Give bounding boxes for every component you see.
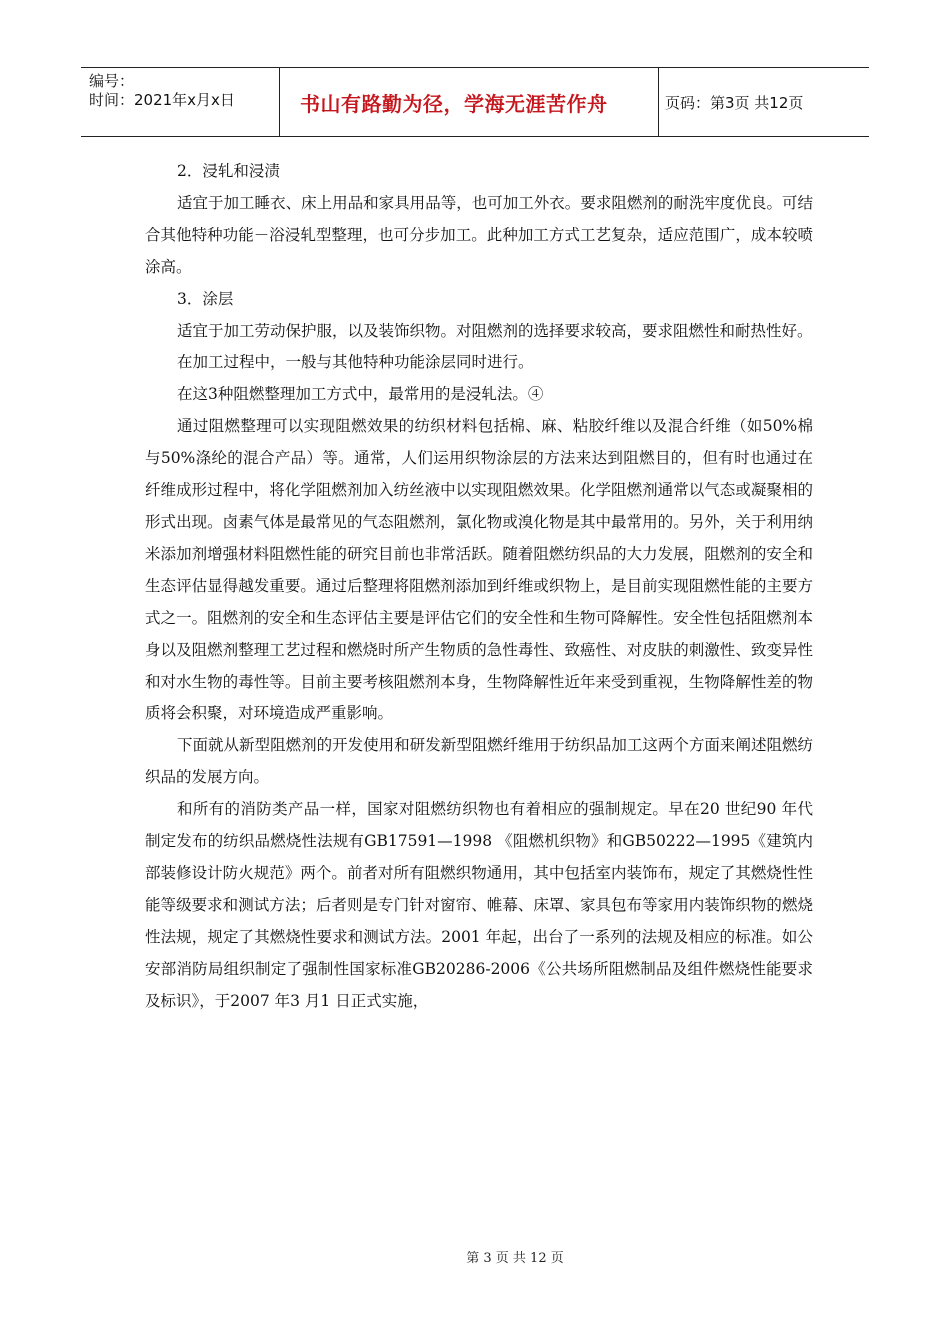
header-meta — [81, 68, 280, 136]
section-heading: 2．浸轧和浸渍 — [177, 162, 280, 180]
page-header — [81, 67, 869, 137]
header-page-info: 页码：第3页 共12页 — [665, 93, 804, 112]
header-motto: 书山有路勤为径，学海无涯苦作舟 — [280, 68, 659, 136]
paragraph: 适宜于加工劳动保护服，以及装饰织物。对阻燃剂的选择要求较高，要求阻燃性和耐热性好。 — [177, 321, 813, 340]
section-heading: 3．涂层 — [177, 289, 234, 308]
document-body — [145, 156, 813, 1017]
paragraph: 和所有的消防类产品一样，国家对阻燃纺织物也有着相应的强制规定。早在20 世纪90 年代制定发布的纺织品燃烧性法规有GB17591—1998 《阻燃机织物》和GB50222—1995《建筑内部装修设计防火规范》两个。前者对所有阻燃织物通用，其中包括室内装饰布，规定了其燃烧性性能等级要求和测试方法；后者则是专门针对窗帘、帷幕、床罩、家具包布等家用内装饰织物的燃烧性法规，规定了其燃烧性要求和测试方法。2001 年起，出台了一系列的法规及相应的标准。如公安部消防局组织制定了强制性国家标准GB20286-2006《公共场所阻燃制品及组件燃烧性能要求及标识》，于2007 年3 月1 日正式实施， — [145, 800, 813, 1010]
page-footer: 第 3 页 共 12 页 — [466, 1251, 564, 1266]
document-number-label: 编号： — [89, 72, 135, 90]
document-time-label: 时间：2021年x月x日 — [89, 91, 235, 109]
paragraph: 通过阻燃整理可以实现阻燃效果的纺织材料包括棉、麻、粘胶纤维以及混合纤维（如50%棉与50%涤纶的混合产品）等。通常，人们运用织物涂层的方法来达到阻燃目的，但有时也通过在纤维成形过程中，将化学阻燃剂加入纺丝液中以实现阻燃效果。化学阻燃剂通常以气态或凝聚相的形式出现。卤素气体是最常见的气态阻燃剂，氯化物或溴化物是其中最常用的。另外，关于利用纳米添加剂增强材料阻燃性能的研究目前也非常活跃。随着阻燃纺织品的大力发展，阻燃剂的安全和生态评估显得越发重要。通过后整理将阻燃剂添加到纤维或织物上，是目前实现阻燃性能的主要方式之一。阻燃剂的安全和生态评估主要是评估它们的安全性和生物可降解性。安全性包括阻燃剂本身以及阻燃剂整理工艺过程和燃烧时所产生物质的急性毒性、致癌性、对皮肤的刺激性、致变异性和对水生物的毒性等。目前主要考核阻燃剂本身，生物降解性近年来受到重视，生物降解性差的物质将会积聚，对环境造成严重影响。 — [145, 417, 813, 723]
paragraph: 适宜于加工睡衣、床上用品和家具用品等，也可加工外衣。要求阻燃剂的耐洗牢度优良。可结合其他特种功能－浴浸轧型整理，也可分步加工。此种加工方式工艺复杂，适应范围广，成本较喷涂高。 — [145, 193, 813, 276]
paragraph: 在加工过程中，一般与其他特种功能涂层同时进行。 — [177, 353, 534, 372]
paragraph: 在这3种阻燃整理加工方式中，最常用的是浸轧法。④ — [177, 385, 544, 404]
paragraph: 下面就从新型阻燃剂的开发使用和研发新型阻燃纤维用于纺织品加工这两个方面来阐述阻燃纺织品的发展方向。 — [145, 736, 813, 787]
